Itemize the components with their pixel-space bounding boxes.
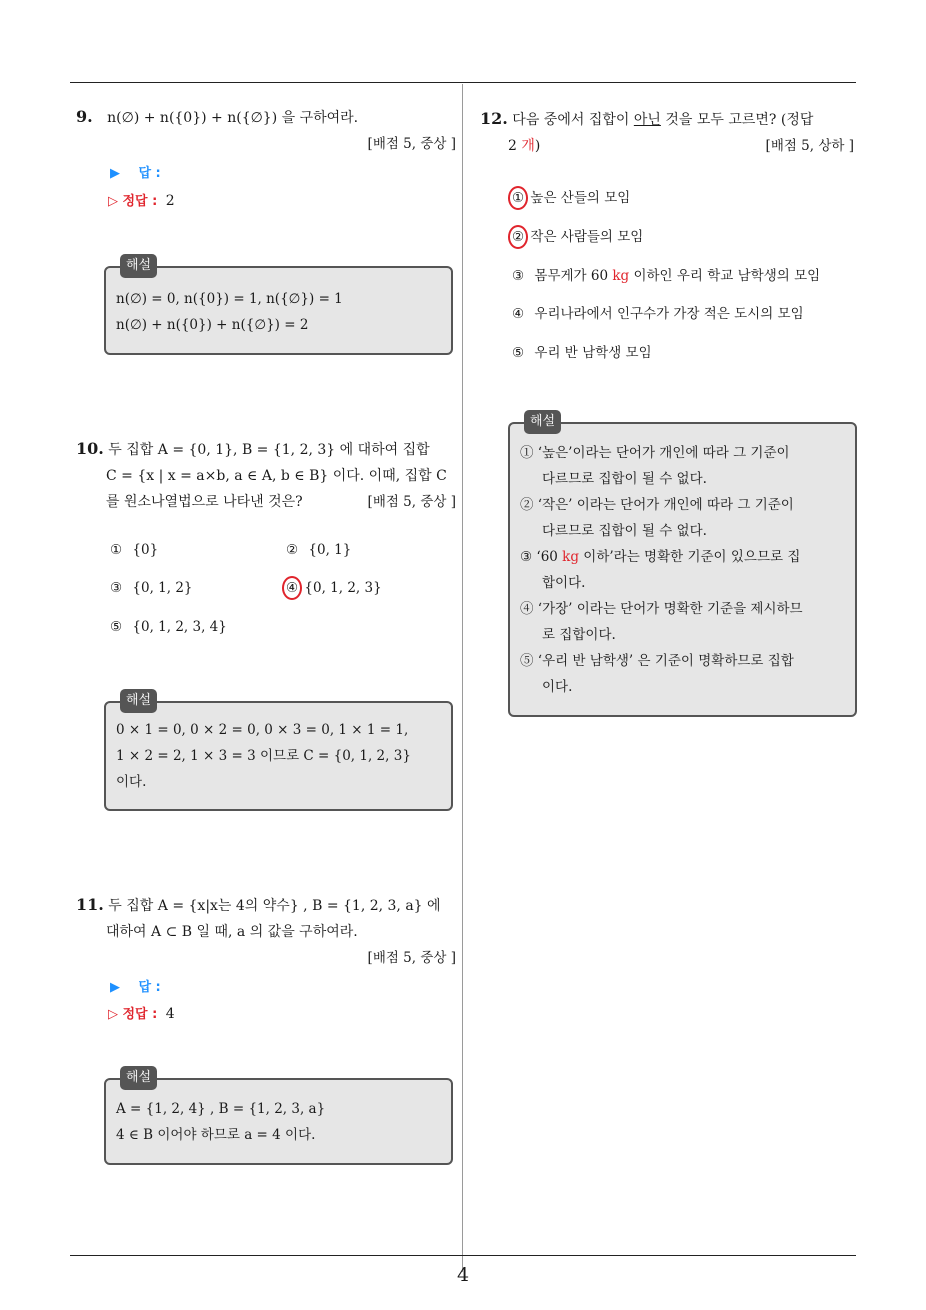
underlined-word: 아닌 bbox=[633, 112, 661, 128]
question-number: 10. bbox=[76, 439, 104, 458]
explanation-line: n(∅) + n({0}) + n({∅}) = 2 bbox=[116, 317, 309, 333]
option-text: {0, 1, 2} bbox=[132, 580, 193, 596]
explanation-line: 이다. bbox=[542, 679, 573, 695]
question-10 bbox=[76, 436, 456, 515]
option-text: 이하인 우리 학교 남학생의 모임 bbox=[629, 268, 821, 284]
hollow-arrow-icon: ▷ bbox=[108, 194, 118, 209]
explanation-line: 합이다. bbox=[542, 575, 586, 591]
explanation-line: 1 × 2 = 2, 1 × 3 = 3 이므로 C = {0, 1, 2, 3} bbox=[116, 748, 411, 764]
answer-row bbox=[110, 162, 161, 181]
option-text: {0, 1, 2, 3, 4} bbox=[132, 619, 227, 635]
explanation-line: 이다. bbox=[116, 774, 147, 790]
option-text: {0} bbox=[132, 542, 159, 558]
correct-value: 2 bbox=[165, 193, 175, 209]
option-1[interactable] bbox=[110, 542, 158, 558]
answer-label: 답 : bbox=[138, 980, 161, 995]
selected-circle-mark: ② bbox=[512, 229, 525, 245]
option-5[interactable] bbox=[110, 619, 227, 635]
explanation-box bbox=[104, 258, 453, 355]
option-mark: ② bbox=[286, 542, 299, 558]
option-mark: ④ bbox=[512, 306, 525, 322]
option-text: 우리 반 남학생 모임 bbox=[534, 345, 652, 361]
play-arrow-icon: ▶ bbox=[110, 980, 120, 995]
score-meta: [배점 5, 중상 ] bbox=[367, 494, 456, 510]
correct-value: 4 bbox=[165, 1006, 175, 1022]
question-number: 11. bbox=[76, 895, 104, 914]
option-text: 우리나라에서 인구수가 가장 적은 도시의 모임 bbox=[534, 306, 804, 322]
correct-label: 정답 : bbox=[122, 194, 158, 209]
header-rule bbox=[70, 82, 856, 83]
explanation-line: 다르므로 집합이 될 수 없다. bbox=[542, 523, 707, 539]
correct-answer-row bbox=[108, 190, 175, 209]
column-divider bbox=[462, 84, 463, 1272]
option-text: 작은 사람들의 모임 bbox=[530, 229, 644, 245]
hollow-arrow-icon: ▷ bbox=[108, 1007, 118, 1022]
explanation-line: A = {1, 2, 4} , B = {1, 2, 3, a} bbox=[116, 1101, 326, 1117]
question-text: C = {x | x = a×b, a ∈ A, b ∈ B} 이다. 이때, 집합 C bbox=[106, 468, 447, 484]
question-text: 다음 중에서 집합이 bbox=[512, 112, 634, 128]
answer-row bbox=[110, 976, 161, 995]
explanation-line: ④ ‘가장’ 이라는 단어가 명확한 기준을 제시하므 bbox=[520, 601, 803, 617]
question-text: 대하여 A ⊂ B 일 때, a 의 값을 구하여라. bbox=[106, 924, 358, 940]
correct-label: 정답 : bbox=[122, 1007, 158, 1022]
explanation-tag: 해설 bbox=[120, 1066, 157, 1090]
selected-circle-mark: ① bbox=[512, 190, 525, 206]
explanation-tag: 해설 bbox=[524, 410, 561, 434]
question-11 bbox=[76, 892, 456, 971]
explanation-line: ③ ‘60 kg 이하’라는 명확한 기준이 있으므로 집 bbox=[520, 549, 801, 565]
explanation-line: ① ‘높은’이라는 단어가 개인에 따라 그 기준이 bbox=[520, 445, 790, 461]
explanation-line: 4 ∈ B 이어야 하므로 a = 4 이다. bbox=[116, 1127, 316, 1143]
option-3[interactable] bbox=[110, 580, 193, 596]
explanation-box bbox=[508, 414, 857, 717]
answer-label: 답 : bbox=[138, 166, 161, 181]
explanation-box bbox=[104, 693, 453, 811]
explanation-line: ② ‘작은’ 이라는 단어가 개인에 따라 그 기준이 bbox=[520, 497, 794, 513]
score-meta: [배점 5, 중상 ] bbox=[367, 950, 456, 966]
explanation-tag: 해설 bbox=[120, 689, 157, 713]
question-text: ) bbox=[534, 138, 541, 154]
option-mark: ③ bbox=[110, 580, 123, 596]
explanation-line: n(∅) = 0, n({0}) = 1, n({∅}) = 1 bbox=[116, 291, 343, 307]
option-1[interactable] bbox=[512, 186, 630, 206]
red-unit: kg bbox=[612, 268, 630, 284]
explanation-line: 0 × 1 = 0, 0 × 2 = 0, 0 × 3 = 0, 1 × 1 = 1, bbox=[116, 722, 409, 738]
page-number: 4 bbox=[456, 1264, 470, 1286]
option-mark: ① bbox=[110, 542, 123, 558]
explanation-box bbox=[104, 1070, 453, 1165]
explanation-line: 다르므로 집합이 될 수 없다. bbox=[542, 471, 707, 487]
option-text: {0, 1, 2, 3} bbox=[304, 580, 382, 596]
question-text: n(∅) + n({0}) + n({∅}) 을 구하여라. bbox=[107, 110, 359, 126]
option-mark: ⑤ bbox=[110, 619, 123, 635]
play-arrow-icon: ▶ bbox=[110, 166, 120, 181]
option-text: {0, 1} bbox=[308, 542, 352, 558]
option-text: 높은 산들의 모임 bbox=[530, 190, 631, 206]
question-number: 12. bbox=[480, 109, 508, 128]
footer-rule bbox=[70, 1255, 856, 1256]
question-number: 9. bbox=[76, 107, 93, 126]
option-3[interactable] bbox=[512, 264, 820, 284]
correct-answer-row bbox=[108, 1003, 175, 1022]
question-text: 두 집합 A = {x|x는 4의 약수} , B = {1, 2, 3, a} 에 bbox=[108, 898, 441, 914]
score-meta: [배점 5, 상하 ] bbox=[765, 138, 854, 154]
red-text: 개 bbox=[521, 138, 535, 154]
score-meta: [배점 5, 중상 ] bbox=[367, 136, 456, 152]
question-text: 것을 모두 고르면? (정답 bbox=[660, 112, 814, 128]
option-4[interactable] bbox=[512, 302, 804, 322]
option-4[interactable] bbox=[286, 580, 382, 596]
option-mark: ⑤ bbox=[512, 345, 525, 361]
question-12 bbox=[480, 106, 858, 159]
question-text: 2 bbox=[508, 138, 522, 154]
explanation-line: ⑤ ‘우리 반 남학생’ 은 기준이 명확하므로 집합 bbox=[520, 653, 794, 669]
option-text: 몸무게가 60 bbox=[534, 268, 613, 284]
question-text: 를 원소나열법으로 나타낸 것은? bbox=[106, 494, 303, 510]
explanation-tag: 해설 bbox=[120, 254, 157, 278]
option-2[interactable] bbox=[512, 225, 643, 245]
option-mark: ③ bbox=[512, 268, 525, 284]
red-unit: kg bbox=[562, 549, 579, 565]
selected-circle-mark: ④ bbox=[286, 580, 299, 596]
question-text: 두 집합 A = {0, 1}, B = {1, 2, 3} 에 대하여 집합 bbox=[108, 442, 430, 458]
question-9 bbox=[76, 104, 456, 157]
option-5[interactable] bbox=[512, 341, 652, 361]
option-2[interactable] bbox=[286, 542, 351, 558]
explanation-line: 로 집합이다. bbox=[542, 627, 616, 643]
